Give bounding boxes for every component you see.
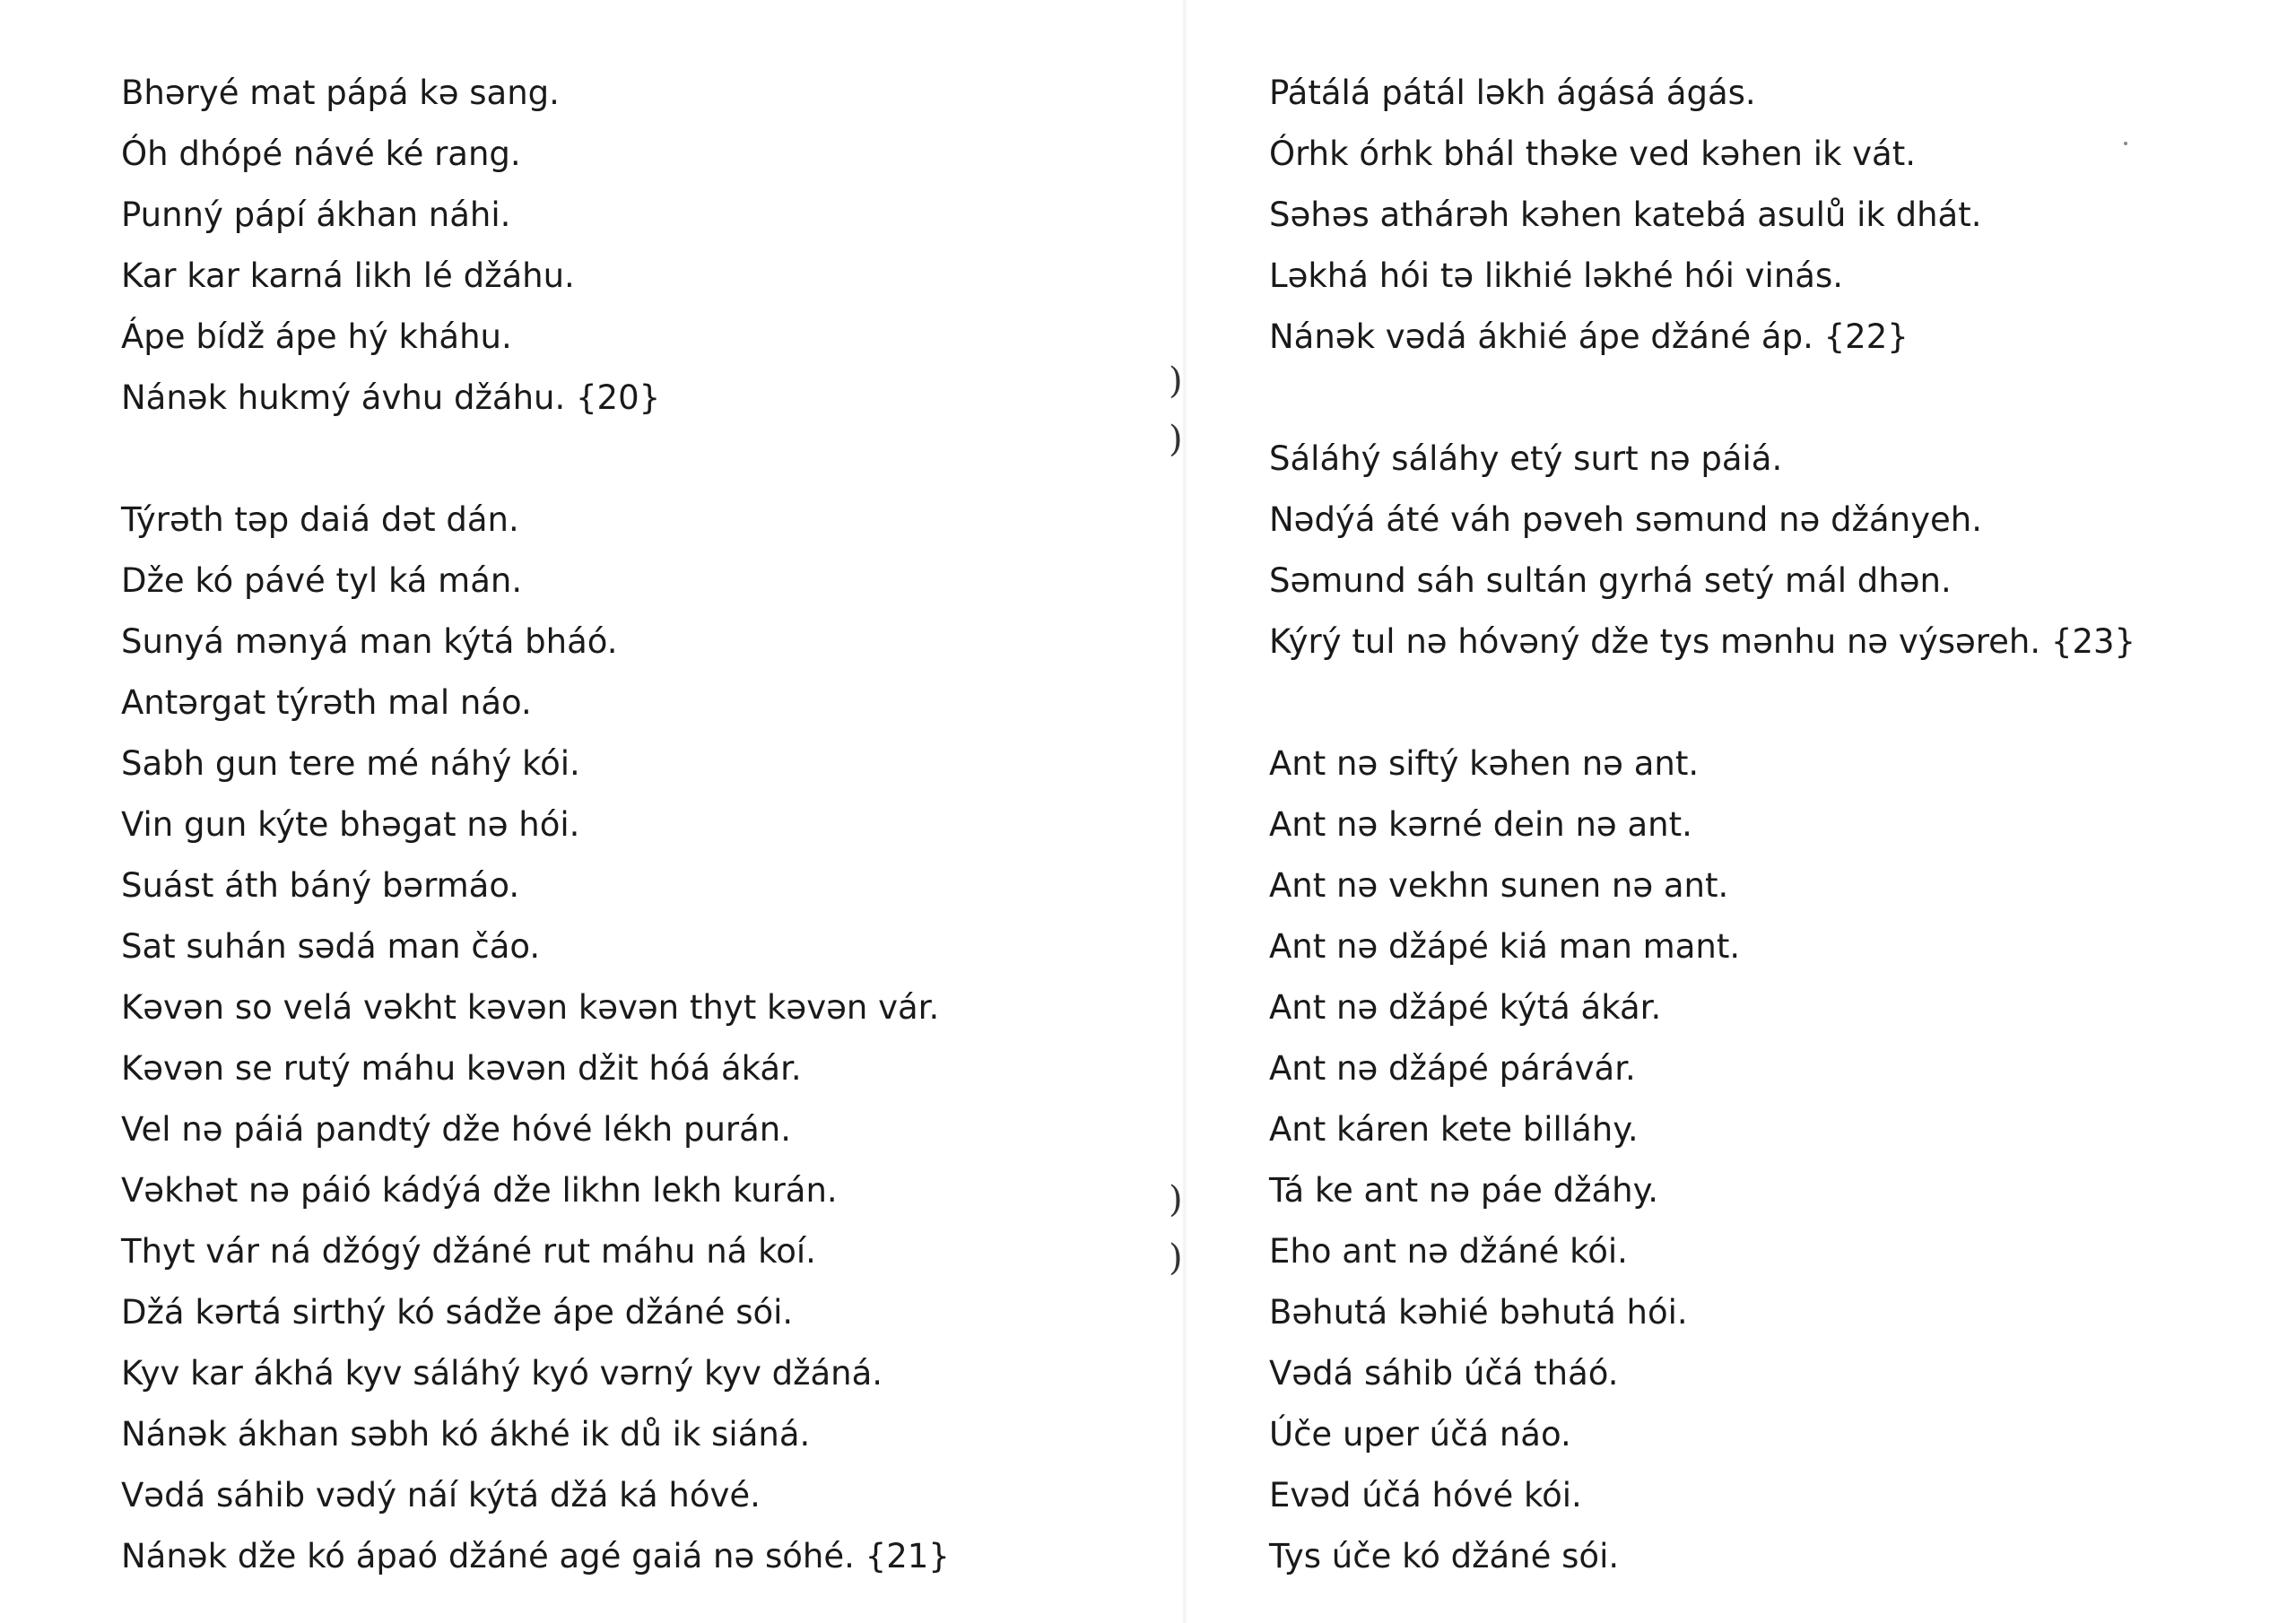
stanza <box>1269 429 2274 673</box>
verse-line: Ant nə kərné dein nə ant. <box>1269 805 1692 844</box>
verse-line: Pátálá pátál ləkh ágásá ágás. <box>1269 74 1756 112</box>
verse-line: Nánək ákhan səbh kó ákhé ik dů ik siáná. <box>121 1415 811 1454</box>
verse-line: Sabh gun tere mé náhý kói. <box>121 744 580 783</box>
verse-line: Kýrý tul nə hóvəný dže tys mənhu nə výsəreh. {23} <box>1269 622 2136 661</box>
verse-line: Antərgat týrəth mal náo. <box>121 683 532 722</box>
verse-line: Tys úče kó džáné sói. <box>1269 1537 1620 1575</box>
verse-line: Kar kar karná likh lé džáhu. <box>121 256 575 295</box>
left-page <box>121 63 1152 1587</box>
verse-line: Tá ke ant nə páe džáhy. <box>1269 1171 1659 1210</box>
verse-line: Vəkhət nə páió kádýá dže likhn lekh kurán. <box>121 1171 838 1210</box>
right-page <box>1269 63 2274 1587</box>
verse-line: Bhəryé mat pápá kə sang. <box>121 74 560 112</box>
verse-line: Sáláhý sáláhy etý surt nə páiá. <box>1269 439 1783 478</box>
verse-line: Nədýá áté váh pəveh səmund nə džányeh. <box>1269 500 1982 539</box>
verse-line: Vədá sáhib vədý náí kýtá džá ká hóvé. <box>121 1476 761 1515</box>
verse-line: Órhk órhk bhál thəke ved kəhen ik vát. <box>1269 135 1916 173</box>
verse-line: Nánək dže kó ápaó džáné agé gaiá nə sóhé. {21} <box>121 1537 950 1575</box>
gutter-bracket-mark: ) <box>1169 419 1183 460</box>
stanza <box>1269 733 2274 1587</box>
verse-line: Sunyá mənyá man kýtá bháó. <box>121 622 618 661</box>
gutter-bracket-mark: ) <box>1169 1179 1183 1220</box>
verse-line: Ant nə siftý kəhen nə ant. <box>1269 744 1700 783</box>
verse-line: Səhəs athárəh kəhen katebá asulů ik dhát. <box>1269 195 1982 234</box>
verse-line: Óh dhópé návé ké rang. <box>121 135 521 173</box>
verse-line: Ant nə vekhn sunen nə ant. <box>1269 866 1729 905</box>
stanza <box>121 490 1152 1587</box>
verse-line: Ant káren kete billáhy. <box>1269 1110 1639 1149</box>
verse-line: Səmund sáh sultán gyrhá setý mál dhən. <box>1269 561 1952 600</box>
page-gutter <box>1182 0 1187 1623</box>
verse-line: Ant nə džápé kiá man mant. <box>1269 927 1741 966</box>
verse-line: Eho ant nə džáné kói. <box>1269 1232 1628 1271</box>
verse-line: Nánək hukmý ávhu džáhu. {20} <box>121 378 661 417</box>
verse-line: Bəhutá kəhié bəhutá hói. <box>1269 1293 1688 1332</box>
stanza <box>1269 63 2274 368</box>
gutter-bracket-mark: ) <box>1169 360 1183 402</box>
verse-line: Kəvən so velá vəkht kəvən kəvən thyt kəvən vár. <box>121 988 940 1027</box>
verse-line: Ant nə džápé párávár. <box>1269 1049 1636 1088</box>
verse-line: Ant nə džápé kýtá ákár. <box>1269 988 1662 1027</box>
verse-line: Dže kó pávé tyl ká mán. <box>121 561 523 600</box>
verse-line: Kyv kar ákhá kyv sáláhý kyó vərný kyv džáná. <box>121 1354 883 1393</box>
verse-line: Ápe bídž ápe hý kháhu. <box>121 317 512 356</box>
verse-line: Vin gun kýte bhəgat nə hói. <box>121 805 580 844</box>
verse-line: Džá kərtá sirthý kó sádže ápe džáné sói. <box>121 1293 794 1332</box>
stanza <box>121 63 1152 429</box>
verse-line: Vel nə páiá pandtý dže hóvé lékh purán. <box>121 1110 792 1149</box>
verse-line: Ləkhá hói tə likhié ləkhé hói vinás. <box>1269 256 1844 295</box>
verse-line: Sat suhán sədá man čáo. <box>121 927 541 966</box>
verse-line: Thyt vár ná džógý džáné rut máhu ná koí. <box>121 1232 816 1271</box>
verse-line: Nánək vədá ákhié ápe džáné áp. {22} <box>1269 317 1909 356</box>
verse-line: Týrəth təp daiá dət dán. <box>121 500 519 539</box>
verse-line: Evəd účá hóvé kói. <box>1269 1476 1582 1515</box>
verse-line: Punný pápí ákhan náhi. <box>121 195 511 234</box>
verse-line: Vədá sáhib účá tháó. <box>1269 1354 1619 1393</box>
gutter-bracket-mark: ) <box>1169 1237 1183 1279</box>
verse-line: Úče uper účá náo. <box>1269 1415 1571 1454</box>
verse-line: Kəvən se rutý máhu kəvən džit hóá ákár. <box>121 1049 802 1088</box>
verse-line: Suást áth báný bərmáo. <box>121 866 520 905</box>
